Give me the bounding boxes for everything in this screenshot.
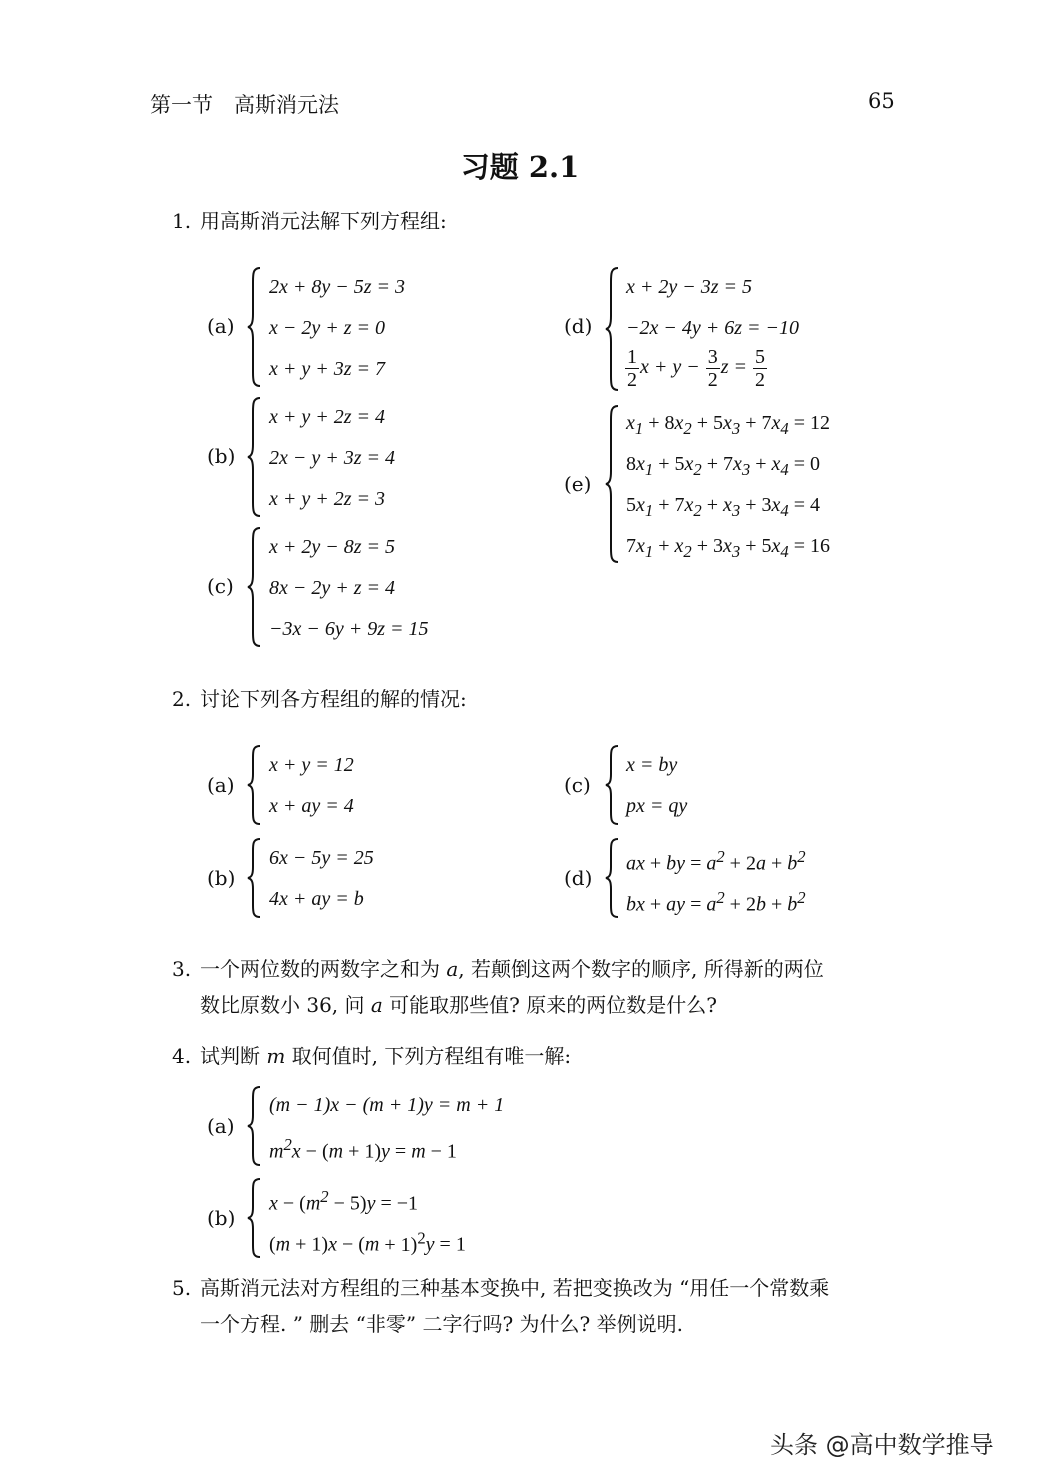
- p1-b-eq1: x + y + 2z = 4: [269, 406, 386, 428]
- p4-b-eq1: $x - (m^2 - 5)y = -1$: [269, 1187, 419, 1215]
- left-brace-icon: [604, 744, 622, 826]
- p1-a-label: (a): [207, 314, 235, 338]
- p1-a-eq2: x − 2y + z = 0: [269, 317, 386, 339]
- p4-a-eq2: $m^2x - (m + 1)y = m - 1$: [269, 1135, 457, 1163]
- p2-c-eq1: x = by: [626, 754, 678, 776]
- p1-e-eq4: $7x_1 + x_2 + 3x_3 + 5x_4 = 16$: [626, 535, 830, 561]
- p1-d-eq3: $\frac{1}{2}$ x + y − $\frac{3}{2}$ z = $\frac{5}{2}$: [627, 346, 766, 391]
- p1-e-eq3: $5x_1 + 7x_2 + x_3 + 3x_4 = 4$: [626, 494, 820, 520]
- p1-b-eq3: x + y + 2z = 3: [269, 488, 386, 510]
- left-brace-icon: [604, 266, 622, 392]
- p1-d-eq2: −2x − 4y + 6z = −10: [626, 317, 800, 339]
- p1-c-label: (c): [207, 574, 234, 598]
- p1-e-eq2: $8x_1 + 5x_2 + 7x_3 + x_4 = 0$: [626, 453, 820, 479]
- p1-c-eq2: 8x − 2y + z = 4: [269, 577, 396, 599]
- p2-c-label: (c): [564, 773, 591, 797]
- p2-c-eq2: px = qy: [626, 795, 688, 817]
- problem-1: 1. 用高斯消元法解下列方程组:: [172, 209, 447, 233]
- problem-3: 3. 一个两位数的两数字之和为 a, 若颠倒这两个数字的顺序, 所得新的两位 数比原数小 36, 问 a 可能取那些值? 原来的两位数是什么?: [172, 957, 824, 1017]
- p1-d-label: (d): [564, 314, 593, 338]
- p2-a-eq1: x + y = 12: [269, 754, 354, 776]
- p2-b-eq1: 6x − 5y = 25: [269, 847, 374, 869]
- p4-a-label: (a): [207, 1114, 235, 1138]
- left-brace-icon: [246, 526, 264, 648]
- p4-b-eq2: $(m + 1)x - (m + 1)^2y = 1$: [269, 1228, 466, 1256]
- left-brace-icon: [246, 1177, 264, 1259]
- p1-c-eq3: −3x − 6y + 9z = 15: [269, 618, 429, 640]
- problem-4: 4. 试判断 m 取何值时, 下列方程组有唯一解:: [172, 1044, 572, 1068]
- exercise-title: 习题 2.1: [460, 150, 580, 184]
- p1-d-eq1: x + 2y − 3z = 5: [626, 276, 753, 298]
- left-brace-icon: [604, 837, 622, 919]
- problem-5: 5. 高斯消元法对方程组的三种基本变换中, 若把变换改为 “用任一个常数乘 一个方程. ” 删去 “非零” 二字行吗? 为什么? 举例说明.: [172, 1276, 830, 1336]
- p4-a-eq1: (m − 1)x − (m + 1)y = m + 1: [269, 1094, 505, 1116]
- page-number: 65: [868, 89, 895, 113]
- p1-b-eq2: 2x − y + 3z = 4: [269, 447, 396, 469]
- p1-b-label: (b): [207, 444, 236, 468]
- section-header: 第一节 高斯消元法: [150, 93, 339, 117]
- left-brace-icon: [246, 266, 264, 388]
- p1-c-eq1: x + 2y − 8z = 5: [269, 536, 396, 558]
- watermark: 头条 @高中数学推导: [770, 1431, 994, 1459]
- problem-2: 2. 讨论下列各方程组的解的情况:: [172, 687, 467, 711]
- left-brace-icon: [246, 837, 264, 919]
- p2-a-label: (a): [207, 773, 235, 797]
- left-brace-icon: [246, 744, 264, 826]
- p1-e-eq1: $x_1 + 8x_2 + 5x_3 + 7x_4 = 12$: [626, 412, 830, 438]
- left-brace-icon: [246, 1085, 264, 1167]
- p2-d-label: (d): [564, 866, 593, 890]
- p1-a-eq1: 2x + 8y − 5z = 3: [269, 276, 406, 298]
- p2-b-label: (b): [207, 866, 236, 890]
- p2-b-eq2: 4x + ay = b: [269, 888, 364, 910]
- p2-d-eq1: ax + by = $a^2 + 2a + b^2$: [626, 847, 806, 875]
- left-brace-icon: [604, 404, 622, 564]
- left-brace-icon: [246, 396, 264, 518]
- p2-d-eq2: bx + ay = $a^2 + 2b + b^2$: [626, 888, 806, 916]
- p1-e-label: (e): [564, 472, 592, 496]
- p4-b-label: (b): [207, 1206, 236, 1230]
- p2-a-eq2: x + ay = 4: [269, 795, 354, 817]
- p1-a-eq3: x + y + 3z = 7: [269, 358, 386, 380]
